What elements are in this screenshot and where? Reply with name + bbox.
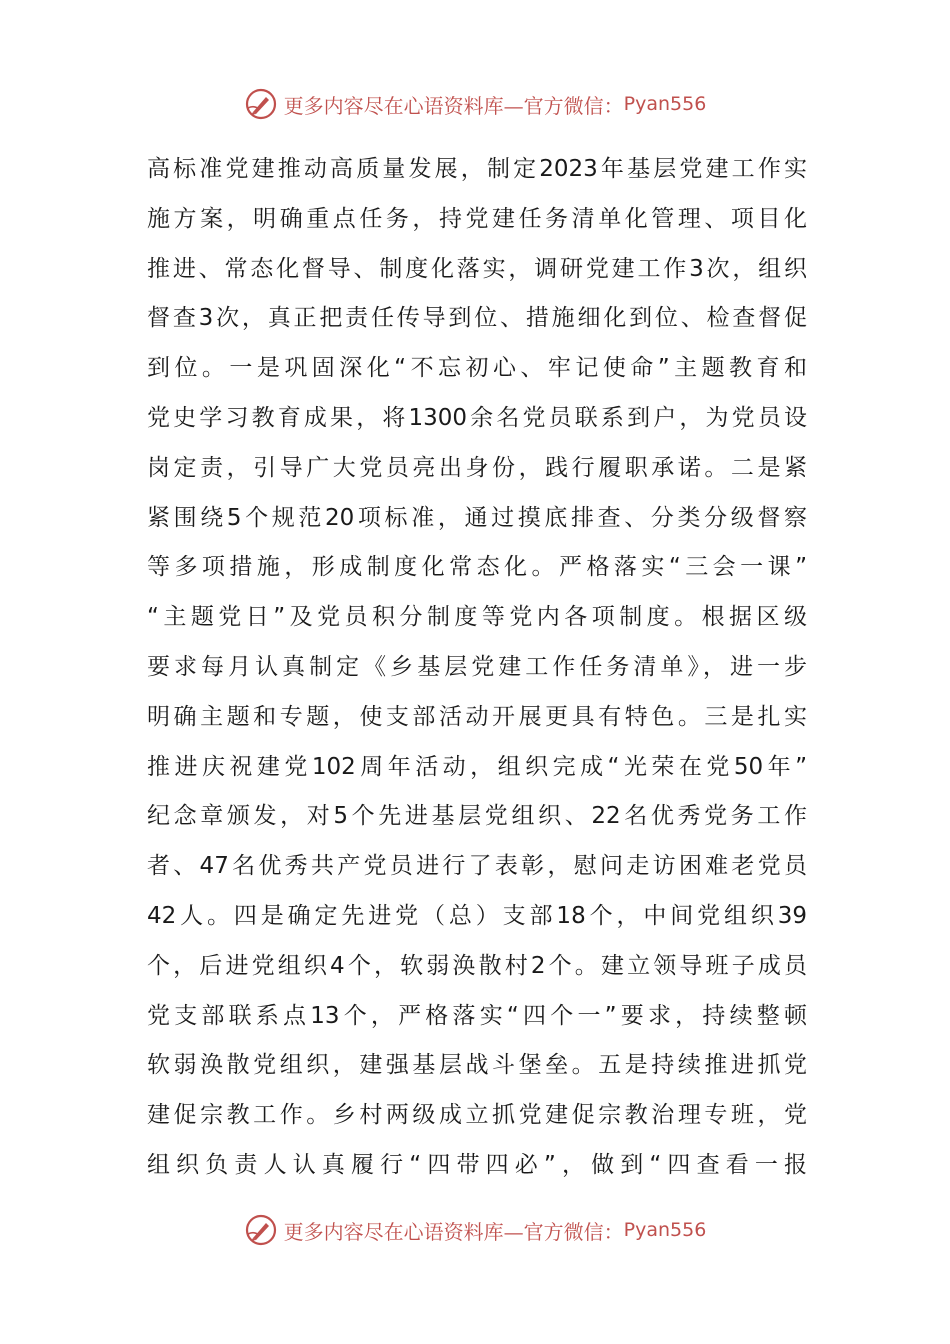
paragraph-line: 推进庆祝建党102周年活动，组织完成“光荣在党50年” xyxy=(147,753,807,780)
paragraph-line: 明确主题和专题，使支部活动开展更具有特色。三是扎实 xyxy=(147,703,807,730)
paragraph-line: 组织负责人认真履行“四带四必”，做到“四查看一报 xyxy=(147,1151,807,1178)
paragraph-line: 者、47名优秀共产党员进行了表彰，慰问走访困难老党员 xyxy=(147,853,807,880)
paragraph-line: 要求每月认真制定《乡基层党建工作任务清单》，进一步 xyxy=(147,653,807,680)
watermark-footer xyxy=(0,1210,950,1250)
paragraph-line: 岗定责，引导广大党员亮出身份，践行履职承诺。二是紧 xyxy=(147,454,807,481)
paragraph-line: “主题党日”及党员积分制度等党内各项制度。根据区级 xyxy=(147,604,807,631)
paragraph-line: 到位。一是巩固深化“不忘初心、牢记使命”主题教育和 xyxy=(147,355,807,382)
paragraph-line: 党支部联系点13个，严格落实“四个一”要求，持续整顿 xyxy=(147,1002,807,1029)
pen-logo-icon xyxy=(244,87,278,121)
paragraph-line: 施方案，明确重点任务，持党建任务清单化管理、项目化 xyxy=(147,205,807,232)
pen-logo-icon xyxy=(244,1213,278,1247)
paragraph-line: 党史学习教育成果，将1300余名党员联系到户，为党员设 xyxy=(147,404,807,431)
paragraph-line: 推进、常态化督导、制度化落实，调研党建工作3次，组织 xyxy=(147,255,807,282)
paragraph-line: 建促宗教工作。乡村两级成立抓党建促宗教治理专班，党 xyxy=(147,1102,807,1129)
watermark-wechat-id: Pyan556 xyxy=(623,1219,707,1241)
watermark-text: 更多内容尽在心语资料库—官方微信： xyxy=(283,93,624,118)
paragraph-line: 个，后进党组织4个，软弱涣散村2个。建立领导班子成员 xyxy=(147,952,807,979)
document-body xyxy=(147,145,807,1191)
paragraph-line: 等多项措施，形成制度化常态化。严格落实“三会一课” xyxy=(147,554,807,581)
watermark-wechat-id: Pyan556 xyxy=(623,93,707,115)
paragraph-line: 紧围绕5个规范20项标准，通过摸底排查、分类分级督察 xyxy=(147,504,807,531)
paragraph-line: 高标准党建推动高质量发展，制定2023年基层党建工作实 xyxy=(147,156,807,182)
watermark-header xyxy=(0,84,950,124)
paragraph-line: 软弱涣散党组织，建强基层战斗堡垒。五是持续推进抓党 xyxy=(147,1052,807,1079)
paragraph-line: 42人。四是确定先进党（总）支部18个，中间党组织39 xyxy=(147,902,807,929)
paragraph-line: 督查3次，真正把责任传导到位、措施细化到位、检查督促 xyxy=(147,305,807,332)
paragraph-line: 纪念章颁发，对5个先进基层党组织、22名优秀党务工作 xyxy=(147,803,807,830)
watermark-text: 更多内容尽在心语资料库—官方微信： xyxy=(283,1219,624,1244)
